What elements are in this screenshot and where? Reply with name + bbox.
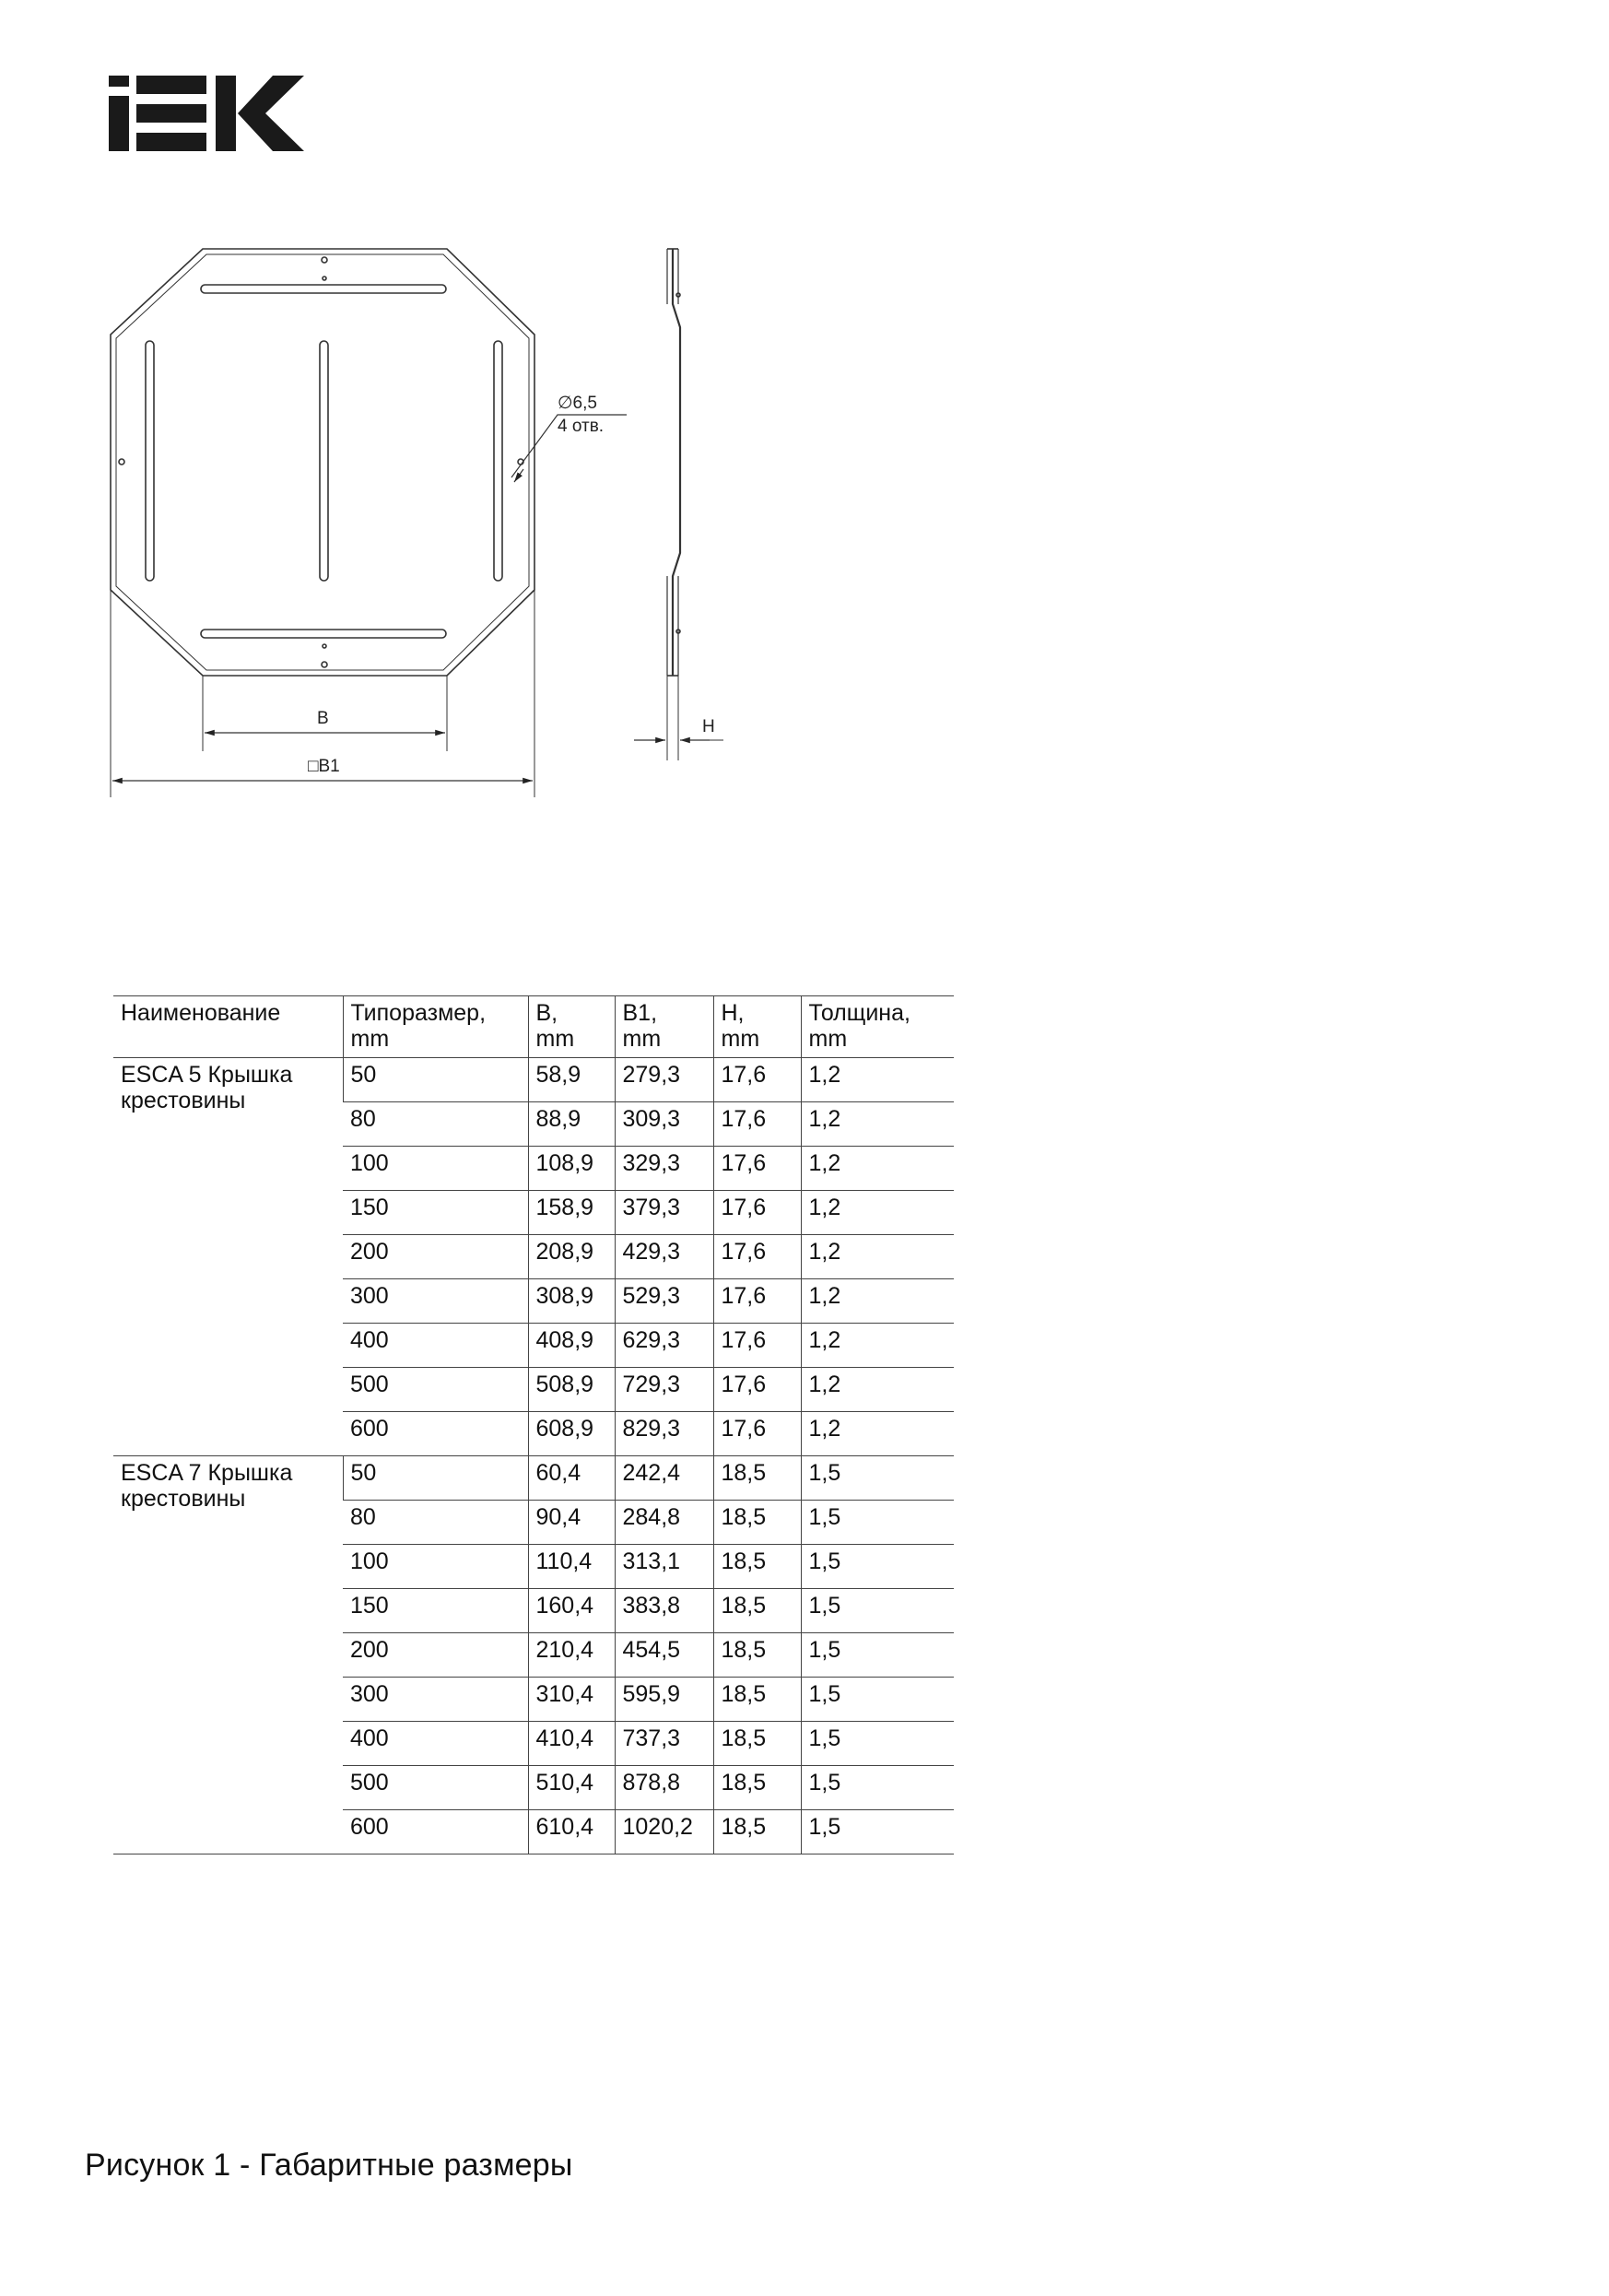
h-cell: 17,6: [713, 1147, 801, 1191]
thickness-cell: 1,5: [801, 1722, 954, 1766]
b-cell: 58,9: [528, 1058, 615, 1102]
b-cell: 90,4: [528, 1501, 615, 1545]
h-cell: 18,5: [713, 1589, 801, 1633]
b-cell: 310,4: [528, 1678, 615, 1722]
header-b1: B1, mm: [615, 996, 713, 1058]
thickness-cell: 1,5: [801, 1456, 954, 1501]
size-cell: 50: [343, 1058, 528, 1102]
b1-cell: 279,3: [615, 1058, 713, 1102]
h-cell: 17,6: [713, 1191, 801, 1235]
thickness-cell: 1,5: [801, 1545, 954, 1589]
thickness-cell: 1,2: [801, 1147, 954, 1191]
b-cell: 60,4: [528, 1456, 615, 1501]
b-cell: 210,4: [528, 1633, 615, 1678]
b-cell: 608,9: [528, 1412, 615, 1456]
hole-diameter-label: ∅6,5: [558, 394, 597, 413]
size-cell: 150: [343, 1589, 528, 1633]
h-cell: 18,5: [713, 1633, 801, 1678]
header-b: B, mm: [528, 996, 615, 1058]
h-cell: 18,5: [713, 1678, 801, 1722]
thickness-cell: 1,5: [801, 1766, 954, 1810]
header-size: Типоразмер, mm: [343, 996, 528, 1058]
hole: [119, 459, 124, 465]
table-row: [113, 1058, 954, 1102]
slot-center: [320, 341, 328, 581]
size-cell: 100: [343, 1147, 528, 1191]
b-cell: 410,4: [528, 1722, 615, 1766]
slot-bottom: [201, 630, 446, 638]
table-row: [113, 1456, 954, 1501]
size-cell: 80: [343, 1102, 528, 1147]
b1-cell: 878,8: [615, 1766, 713, 1810]
thickness-cell: 1,2: [801, 1191, 954, 1235]
b-cell: 610,4: [528, 1810, 615, 1854]
b-cell: 110,4: [528, 1545, 615, 1589]
h-cell: 17,6: [713, 1412, 801, 1456]
b1-cell: 329,3: [615, 1147, 713, 1191]
h-cell: 17,6: [713, 1102, 801, 1147]
iek-logo: [109, 76, 304, 151]
b1-cell: 313,1: [615, 1545, 713, 1589]
plate-outline: [111, 249, 534, 676]
b-cell: 108,9: [528, 1147, 615, 1191]
b1-cell: 454,5: [615, 1633, 713, 1678]
b-cell: 408,9: [528, 1324, 615, 1368]
b1-cell: 383,8: [615, 1589, 713, 1633]
size-cell: 600: [343, 1412, 528, 1456]
size-cell: 100: [343, 1545, 528, 1589]
thickness-cell: 1,2: [801, 1279, 954, 1324]
product-name-cell: ESCA 7 Крышка крестовины: [113, 1456, 343, 1854]
h-cell: 18,5: [713, 1766, 801, 1810]
b1-cell: 1020,2: [615, 1810, 713, 1854]
b1-cell: 429,3: [615, 1235, 713, 1279]
dim-b-label: B: [317, 709, 329, 728]
thickness-cell: 1,2: [801, 1324, 954, 1368]
thickness-cell: 1,5: [801, 1678, 954, 1722]
dim-b1-label: □B1: [308, 757, 340, 776]
h-cell: 18,5: [713, 1722, 801, 1766]
thickness-cell: 1,2: [801, 1412, 954, 1456]
size-cell: 600: [343, 1810, 528, 1854]
b1-cell: 309,3: [615, 1102, 713, 1147]
size-cell: 500: [343, 1368, 528, 1412]
technical-drawing: [92, 235, 756, 825]
hole: [322, 662, 327, 667]
size-cell: 200: [343, 1235, 528, 1279]
h-cell: 17,6: [713, 1368, 801, 1412]
b1-cell: 629,3: [615, 1324, 713, 1368]
b-cell: 308,9: [528, 1279, 615, 1324]
b1-cell: 737,3: [615, 1722, 713, 1766]
b1-cell: 379,3: [615, 1191, 713, 1235]
hole-count-label: 4 отв.: [558, 417, 605, 436]
b-cell: 158,9: [528, 1191, 615, 1235]
size-cell: 300: [343, 1279, 528, 1324]
b1-cell: 595,9: [615, 1678, 713, 1722]
h-cell: 18,5: [713, 1810, 801, 1854]
thickness-cell: 1,2: [801, 1368, 954, 1412]
slot-left: [146, 341, 154, 581]
b-cell: 88,9: [528, 1102, 615, 1147]
b-cell: 508,9: [528, 1368, 615, 1412]
b1-cell: 284,8: [615, 1501, 713, 1545]
thickness-cell: 1,5: [801, 1501, 954, 1545]
size-cell: 300: [343, 1678, 528, 1722]
side-view: [673, 249, 680, 676]
h-cell: 18,5: [713, 1501, 801, 1545]
h-cell: 17,6: [713, 1324, 801, 1368]
table-header-row: [113, 996, 954, 1058]
h-cell: 17,6: [713, 1058, 801, 1102]
thickness-cell: 1,5: [801, 1589, 954, 1633]
b1-cell: 829,3: [615, 1412, 713, 1456]
header-thickness: Толщина, mm: [801, 996, 954, 1058]
size-cell: 150: [343, 1191, 528, 1235]
slot-top: [201, 285, 446, 293]
header-name: Наименование: [113, 996, 343, 1058]
b-cell: 208,9: [528, 1235, 615, 1279]
hole: [322, 257, 327, 263]
h-cell: 17,6: [713, 1235, 801, 1279]
b-cell: 510,4: [528, 1766, 615, 1810]
size-cell: 80: [343, 1501, 528, 1545]
b1-cell: 529,3: [615, 1279, 713, 1324]
h-cell: 18,5: [713, 1456, 801, 1501]
b-cell: 160,4: [528, 1589, 615, 1633]
thickness-cell: 1,2: [801, 1235, 954, 1279]
b1-cell: 729,3: [615, 1368, 713, 1412]
thickness-cell: 1,5: [801, 1810, 954, 1854]
size-cell: 50: [343, 1456, 528, 1501]
size-cell: 200: [343, 1633, 528, 1678]
header-h: H, mm: [713, 996, 801, 1058]
b1-cell: 242,4: [615, 1456, 713, 1501]
h-cell: 17,6: [713, 1279, 801, 1324]
dimensions-table: [113, 995, 954, 1854]
thickness-cell: 1,5: [801, 1633, 954, 1678]
h-cell: 18,5: [713, 1545, 801, 1589]
figure-caption: Рисунок 1 - Габаритные размеры: [85, 2148, 573, 2183]
slot-right: [494, 341, 502, 581]
thickness-cell: 1,2: [801, 1102, 954, 1147]
size-cell: 500: [343, 1766, 528, 1810]
size-cell: 400: [343, 1324, 528, 1368]
thickness-cell: 1,2: [801, 1058, 954, 1102]
product-name-cell: ESCA 5 Крышка крестовины: [113, 1058, 343, 1456]
dim-h-label: H: [702, 717, 715, 736]
size-cell: 400: [343, 1722, 528, 1766]
